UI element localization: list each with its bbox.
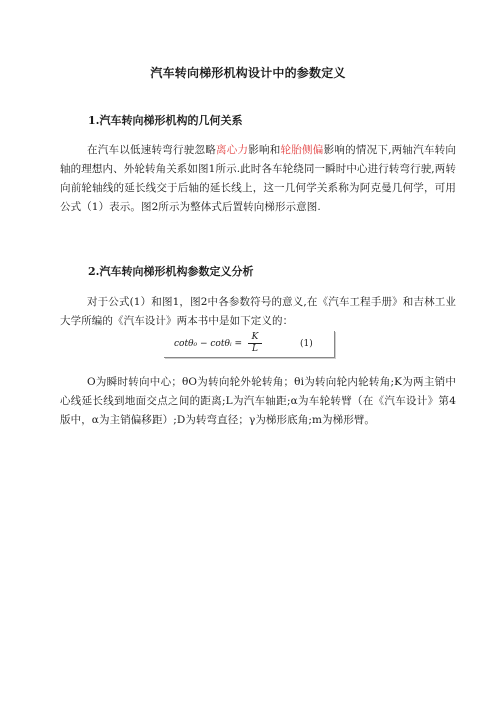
paragraph-text: 影响的情况下,两轴汽车转向轴的理想内、外轮转角关系如图1所示.此时各车轮绕同一瞬时中心进行转弯行驶,两转向前轮轴线的延长线交于后轴的延长线上，这一几何学关系称为阿克曼几何学，可用公式（1）表示。图2所示为整体式后置转向梯形示意图. [60, 144, 457, 213]
paragraph-symbol-definitions: O为瞬时转向中心；θO为转向轮外轮转角；θi为转向轮内轮转角;K为两主销中心线延长线到地面交点之间的距离;L为汽车轴距;α为车轮转臂（在《汽车设计》第4版中，α为主销偏移距）;D为转弯直径；γ为梯形底角;m为梯形臂。 [60, 376, 456, 426]
formula-fraction [248, 332, 262, 355]
section-heading-geometry: 1.汽车转向梯形机构的几何关系 [88, 114, 243, 127]
formula-numerator: K [251, 332, 259, 342]
link-tire-slip[interactable]: 轮胎侧偏 [280, 144, 324, 156]
formula-1 [164, 331, 335, 358]
paragraph-definitions-intro: 对于公式(1）和图1，图2中各参数符号的意义,在《汽车工程手册》和吉林工业大学所编的《汽车设计》两本书中是如下定义的： [60, 296, 456, 327]
formula-number: (1) [300, 339, 313, 349]
paragraph-geometry [60, 141, 456, 217]
formula-denominator: L [252, 344, 258, 354]
link-centrifugal-force[interactable]: 离心力 [216, 144, 249, 156]
paragraph-text: 在汽车以低速转弯行驶忽略 [87, 144, 217, 156]
paragraph-text: 影响和 [248, 144, 281, 156]
formula-lhs: cotθ₀ − cotθᵢ = [174, 339, 243, 349]
document-title: 汽车转向梯形机构设计中的参数定义 [150, 66, 346, 80]
section-heading-parameters: 2.汽车转向梯形机构参数定义分析 [88, 265, 254, 278]
